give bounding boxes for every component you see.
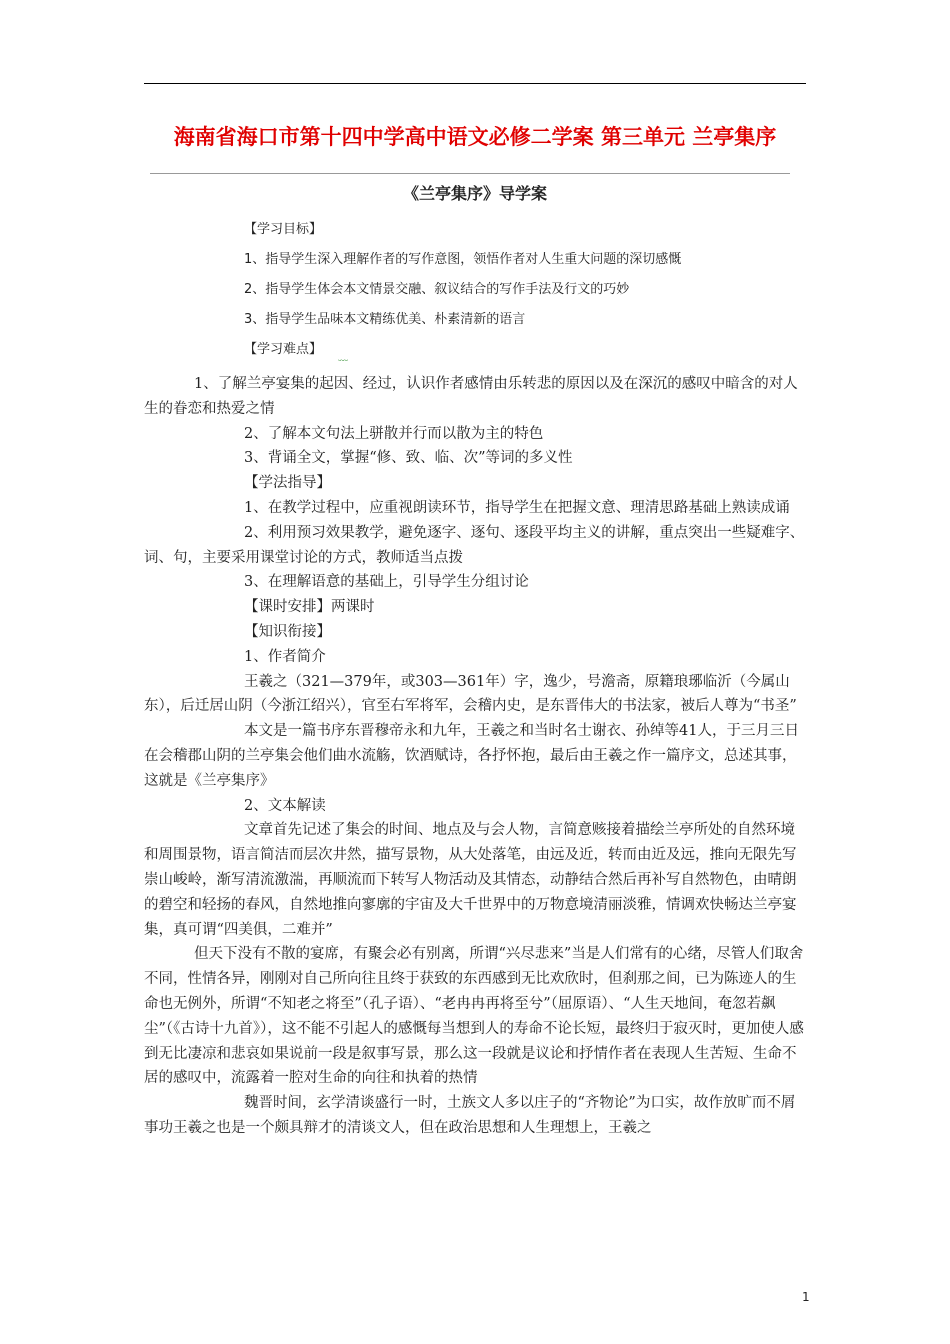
header-rule: [144, 83, 806, 84]
document-body: [144, 372, 806, 1141]
page-number: 1: [802, 1290, 810, 1304]
section-heading: 【课时安排】两课时: [244, 599, 375, 616]
paragraph: 2、利用预习效果教学，避免逐字、逐句、逐段平均主义的讲解，重点突出一些疑难字、词、句，主要采用课堂讨论的方式，教师适当点拨: [144, 524, 805, 566]
subsection-heading: 2、文本解读: [244, 797, 326, 814]
spellcheck-squiggle: ﹏: [338, 352, 348, 363]
paragraph: 1、了解兰亭宴集的起因、经过，认识作者感情由乐转悲的原因以及在深沉的感叹中暗含的对人生的眷恋和热爱之情: [144, 376, 798, 417]
goal-item: 1、指导学生深入理解作者的写作意图，领悟作者对人生重大问题的深切感慨: [244, 252, 682, 267]
section-heading: 【知识衔接】: [244, 623, 331, 640]
paragraph: 2、了解本文句法上骈散并行而以散为主的特色: [244, 425, 544, 442]
paragraph: 文章首先记述了集会的时间、地点及与会人物，言简意赅接着描绘兰亭所处的自然环境和周围景物，语言简洁而层次井然，描写景物，从大处落笔，由远及近，转而由近及远，推向无限先写崇山峻岭，渐写清流激湍，再顺流而下转写人物活动及其情态，动静结合然后再补写自然物色，由晴朗的碧空和轻扬的春风，自然地推向寥廓的宇宙及大千世界中的万物意境清丽淡雅，情调欢快畅达兰亭宴集，真可谓“四美俱，二难并”: [144, 822, 797, 938]
paragraph: 1、在教学过程中，应重视朗读环节，指导学生在把握文意、理清思路基础上熟读成诵: [244, 499, 790, 516]
paragraph: 但天下没有不散的宴席，有聚会必有别离，所谓“兴尽悲来”当是人们常有的心绪，尽管人们取舍不同，性情各异，刚刚对自己所向往且终于获致的东西感到无比欢欣时，但刹那之间，已为陈迹人的生命也无例外，所谓“不知老之将至”（孔子语）、“老冉冉再将至兮”（屈原语）、“人生天地间，奄忽若飙尘”（《古诗十九首》），这不能不引起人的感慨每当想到人的寿命不论长短，最终归于寂灭时，更加使人感到无比凄凉和悲哀如果说前一段是叙事写景，那么这一段就是议论和抒情作者在表现人生苦短、生命不居的感叹中，流露着一腔对生命的向往和执着的热情: [144, 946, 804, 1087]
paragraph: 3、背诵全文，掌握“修、致、临、次”等词的多义性: [244, 450, 573, 467]
title-underline: [150, 173, 790, 174]
document-subtitle: 《兰亭集序》导学案: [402, 184, 547, 203]
subsection-heading: 1、作者简介: [244, 648, 326, 665]
goal-item: 3、指导学生品味本文精练优美、朴素清新的语言: [244, 312, 526, 327]
document-title: 海南省海口市第十四中学高中语文必修二学案 第三单元 兰亭集序: [173, 125, 777, 149]
paragraph: 王羲之（321—379年，或303—361年）字，逸少，号澹斋，原籍琅琊临沂（今属山东），后迁居山阴（今浙江绍兴），官至右军将军，会稽内史，是东晋伟大的书法家，被后人尊为“书圣”: [144, 673, 797, 715]
goal-item: 2、指导学生体会本文情景交融、叙议结合的写作手法及行文的巧妙: [244, 282, 630, 297]
difficulty-heading: 【学习难点】: [244, 342, 323, 357]
section-heading: 【学法指导】: [244, 475, 331, 492]
paragraph: 魏晋时间，玄学清谈盛行一时，土族文人多以庄子的“齐物论”为口实，故作放旷而不屑事功王羲之也是一个颇具辩才的清谈文人，但在政治思想和人生理想上，王羲之: [144, 1095, 796, 1136]
paragraph: 3、在理解语意的基础上，引导学生分组讨论: [244, 574, 529, 591]
goals-heading: 【学习目标】: [244, 222, 323, 237]
paragraph: 本文是一篇书序东晋穆帝永和九年，王羲之和当时名士谢衣、孙绰等41人，于三月三日在会稽郡山阴的兰亭集会他们曲水流觞，饮酒赋诗，各抒怀抱，最后由王羲之作一篇序文，总述其事，这就是《兰亭集序》: [144, 723, 799, 789]
